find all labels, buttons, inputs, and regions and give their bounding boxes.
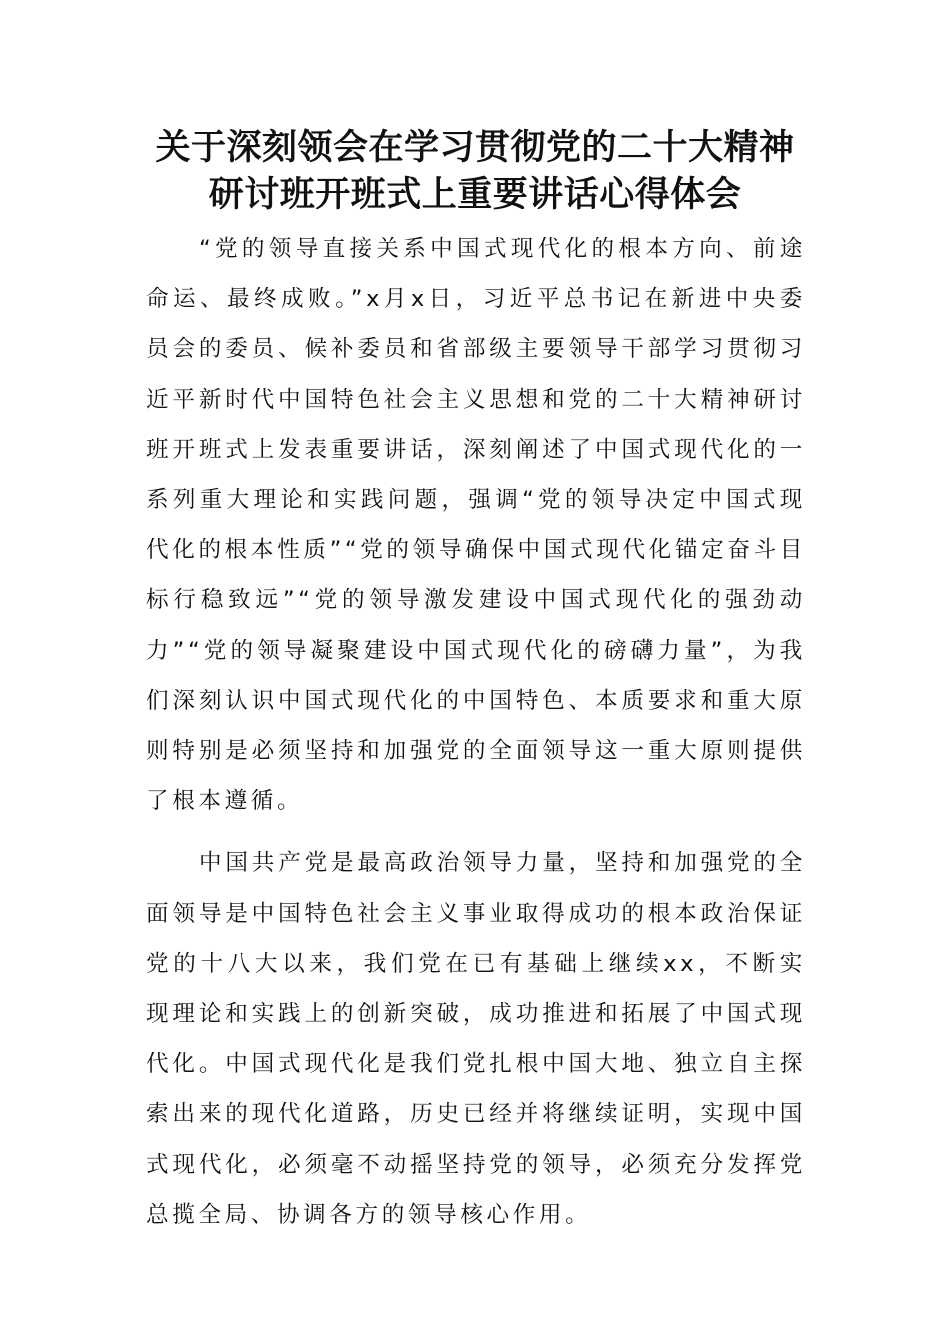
title-line-1: 关于深刻领会在学习贯彻党的二十大精神 <box>155 127 795 168</box>
title-line-2: 研讨班开班式上重要讲话心得体会 <box>208 174 742 215</box>
paragraph-2: 中国共产党是最高政治领导力量，坚持和加强党的全面领导是中国特色社会主义事业取得成功的根本政治保证党的十八大以来，我们党在已有基础上继续xx，不断实现理论和实践上的创新突破，成功推进和拓展了中国式现代化。中国式现代化是我们党扎根中国大地、独立自主探索出来的现代化道路，历史已经并将继续证明，实现中国式现代化，必须毫不动摇坚持党的领导，必须充分发挥党总揽全局、协调各方的领导核心作用。 <box>146 850 806 1228</box>
paragraph-1: “党的领导直接关系中国式现代化的根本方向、前途命运、最终成败。”x月x日，习近平总书记在新进中央委员会的委员、候补委员和省部级主要领导干部学习贯彻习近平新时代中国特色社会主义思想和党的二十大精神研讨班开班式上发表重要讲话，深刻阐述了中国式现代化的一系列重大理论和实践问题，强调“党的领导决定中国式现代化的根本性质”“党的领导确保中国式现代化锚定奋斗目标行稳致远”“党的领导激发建设中国式现代化的强劲动力”“党的领导凝聚建设中国式现代化的磅礴力量”，为我们深刻认识中国式现代化的中国特色、本质要求和重大原则特别是必须坚持和加强党的全面领导这一重大原则提供了根本遵循。 <box>146 236 806 815</box>
document-body <box>146 224 806 1252</box>
document-title <box>120 124 830 218</box>
